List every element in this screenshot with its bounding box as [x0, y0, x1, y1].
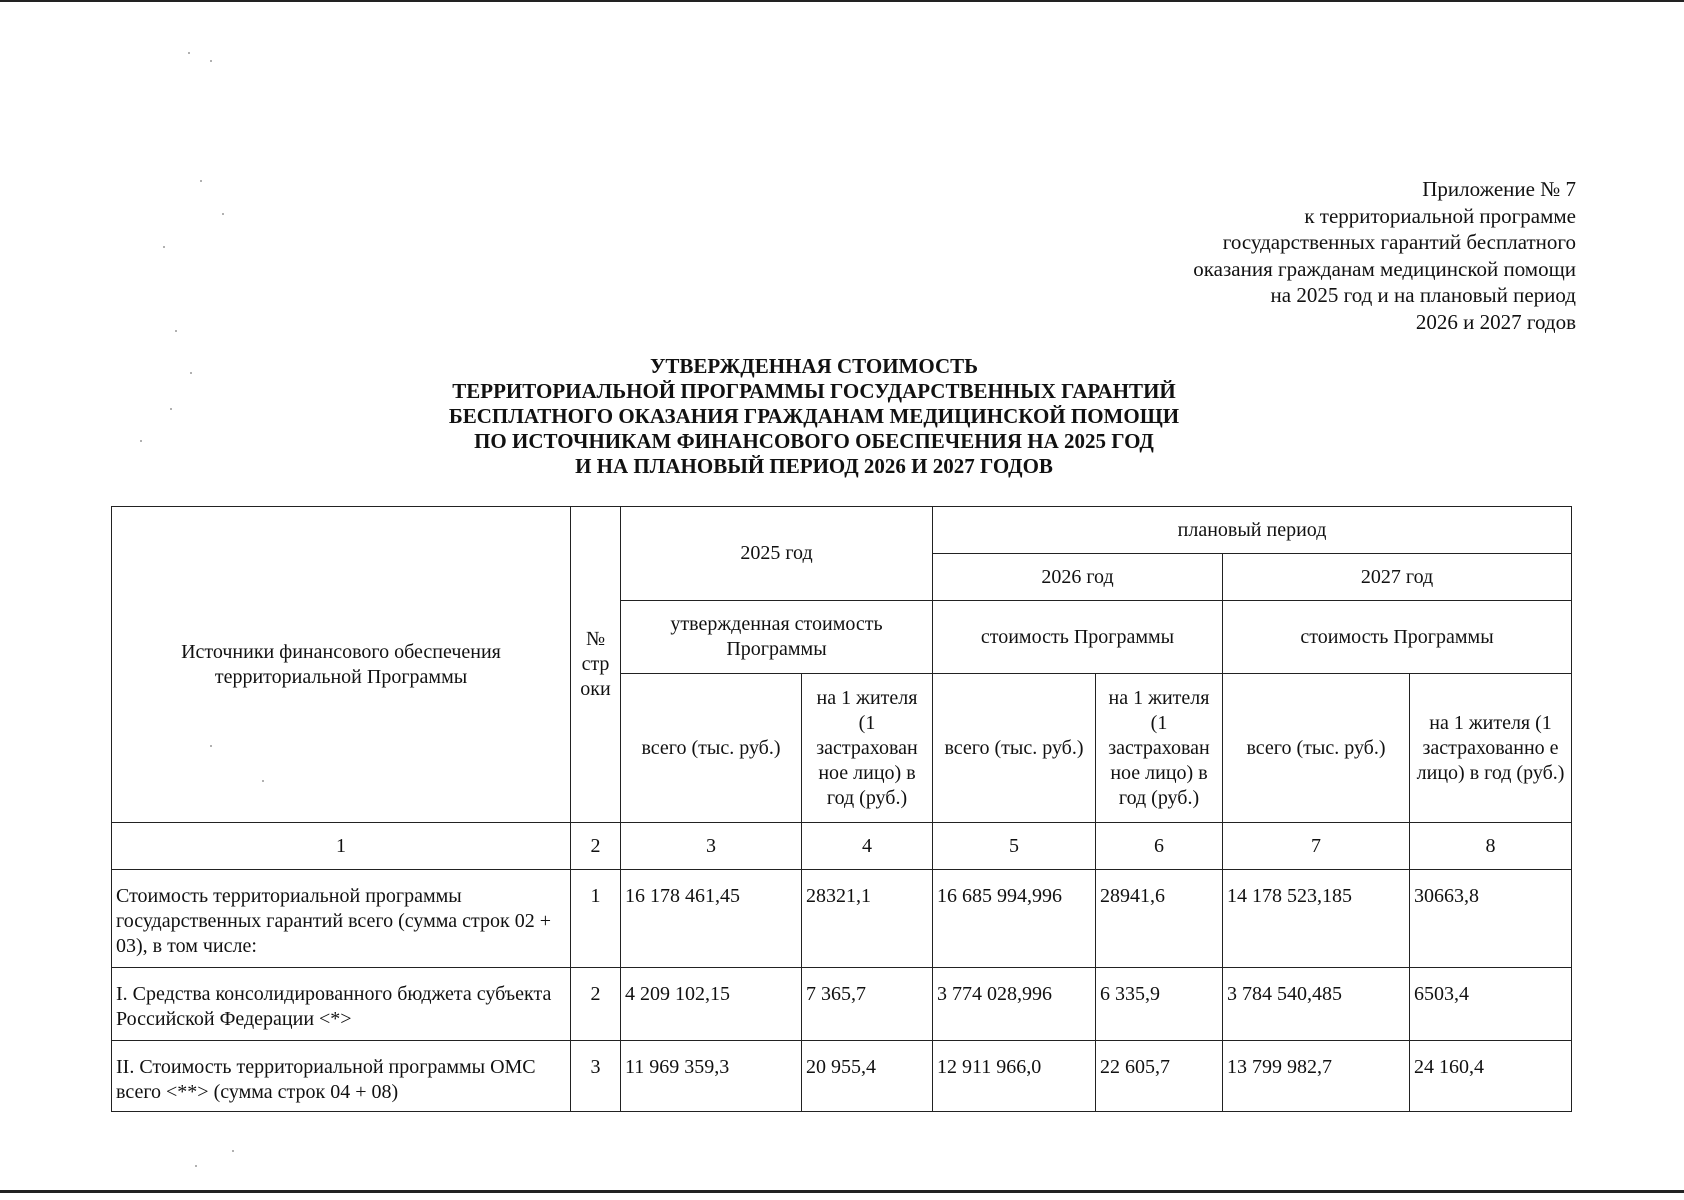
header-total-2027: всего (тыс. руб.)	[1223, 674, 1410, 823]
header-line-number: № стр оки	[571, 507, 621, 823]
row-line-number: 2	[571, 968, 621, 1041]
row-value: 7 365,7	[802, 968, 933, 1041]
header-planned-period: плановый период	[933, 507, 1572, 554]
row-value: 16 178 461,45	[621, 870, 802, 968]
row-source: Стоимость территориальной программы государственных гарантий всего (сумма строк 02 + 03), в том числе:	[112, 870, 571, 968]
table-row	[112, 968, 1572, 1041]
title-line: И НА ПЛАНОВЫЙ ПЕРИОД 2026 И 2027 ГОДОВ	[575, 454, 1053, 478]
row-value: 3 774 028,996	[933, 968, 1096, 1041]
header-total-2025: всего (тыс. руб.)	[621, 674, 802, 823]
column-number: 5	[933, 823, 1096, 870]
header-year-2025: 2025 год	[621, 507, 933, 601]
header-program-cost-2026: стоимость Программы	[933, 601, 1223, 674]
header-program-cost-2027: стоимость Программы	[1223, 601, 1572, 674]
column-number: 8	[1410, 823, 1572, 870]
appendix-line: Приложение № 7	[1422, 177, 1576, 201]
header-total-2026: всего (тыс. руб.)	[933, 674, 1096, 823]
row-value: 11 969 359,3	[621, 1041, 802, 1112]
row-value: 4 209 102,15	[621, 968, 802, 1041]
row-value: 6503,4	[1410, 968, 1572, 1041]
column-number: 6	[1096, 823, 1223, 870]
cost-table	[111, 506, 1572, 1112]
appendix-line: государственных гарантий бесплатного	[1222, 230, 1576, 254]
row-value: 6 335,9	[1096, 968, 1223, 1041]
appendix-line: к территориальной программе	[1304, 203, 1576, 228]
row-line-number: 1	[571, 870, 621, 968]
header-per-resident-2025: на 1 жителя (1 застрахован ное лицо) в год (руб.)	[802, 674, 933, 823]
row-value: 28321,1	[802, 870, 933, 968]
row-value: 24 160,4	[1410, 1041, 1572, 1112]
column-number-row	[112, 823, 1572, 870]
table-row	[112, 1041, 1572, 1112]
row-source: I. Средства консолидированного бюджета субъекта Российской Федерации <*>	[112, 968, 571, 1041]
header-year-2026: 2026 год	[933, 554, 1223, 601]
row-line-number: 3	[571, 1041, 621, 1112]
row-value: 13 799 982,7	[1223, 1041, 1410, 1112]
row-value: 20 955,4	[802, 1041, 933, 1112]
header-per-resident-2026: на 1 жителя (1 застрахован ное лицо) в год (руб.)	[1096, 674, 1223, 823]
document-title	[0, 354, 1684, 479]
title-line: БЕСПЛАТНОГО ОКАЗАНИЯ ГРАЖДАНАМ МЕДИЦИНСКОЙ ПОМОЩИ	[448, 404, 1180, 428]
column-number: 4	[802, 823, 933, 870]
title-line: ТЕРРИТОРИАЛЬНОЙ ПРОГРАММЫ ГОСУДАРСТВЕННЫХ ГАРАНТИЙ	[452, 379, 1176, 403]
column-number: 1	[112, 823, 571, 870]
row-source: II. Стоимость территориальной программы ОМС всего <**> (сумма строк 04 + 08)	[112, 1041, 571, 1112]
column-number: 7	[1223, 823, 1410, 870]
scan-edge-top	[0, 0, 1684, 2]
column-number: 2	[571, 823, 621, 870]
appendix-line: на 2025 год и на плановый период	[1270, 283, 1576, 307]
header-approved-cost: утвержденная стоимость Программы	[621, 601, 933, 674]
header-source: Источники финансового обеспечения территориальной Программы	[112, 507, 571, 823]
scan-edge-bottom	[0, 1190, 1684, 1193]
appendix-line: 2026 и 2027 годов	[1415, 309, 1576, 334]
header-per-resident-2027: на 1 жителя (1 застрахованно е лицо) в год (руб.)	[1410, 674, 1572, 823]
row-value: 30663,8	[1410, 870, 1572, 968]
appendix-line: оказания гражданам медицинской помощи	[1193, 256, 1576, 281]
row-value: 16 685 994,996	[933, 870, 1096, 968]
appendix-note	[1193, 176, 1576, 335]
table-row	[112, 870, 1572, 968]
header-row	[112, 507, 1572, 554]
title-line: ПО ИСТОЧНИКАМ ФИНАНСОВОГО ОБЕСПЕЧЕНИЯ НА 2025 ГОД	[474, 429, 1154, 453]
row-value: 22 605,7	[1096, 1041, 1223, 1112]
row-value: 12 911 966,0	[933, 1041, 1096, 1112]
header-year-2027: 2027 год	[1223, 554, 1572, 601]
title-line: УТВЕРЖДЕННАЯ СТОИМОСТЬ	[649, 354, 979, 378]
row-value: 28941,6	[1096, 870, 1223, 968]
column-number: 3	[621, 823, 802, 870]
row-value: 3 784 540,485	[1223, 968, 1410, 1041]
row-value: 14 178 523,185	[1223, 870, 1410, 968]
